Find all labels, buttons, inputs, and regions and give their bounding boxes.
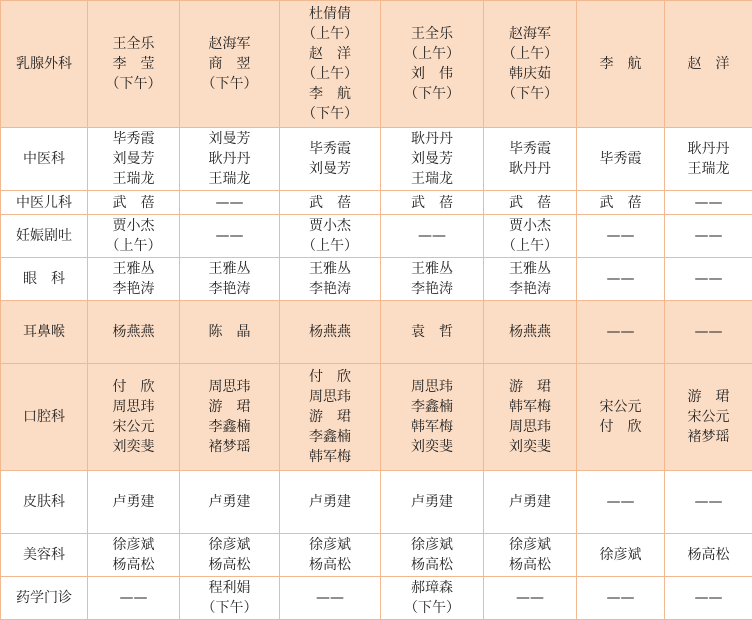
schedule-cell: —— (484, 577, 577, 620)
schedule-cell: 宋公元 付 欣 (577, 364, 665, 471)
schedule-cell: 赵 洋 (665, 1, 752, 128)
schedule-cell: 王雅丛 李艳涛 (484, 258, 577, 301)
schedule-row-ent (1, 301, 752, 364)
department-name: 中医儿科 (1, 191, 88, 215)
schedule-cell: 武 蓓 (88, 191, 180, 215)
schedule-cell: 付 欣 周思玮 宋公元 刘奕斐 (88, 364, 180, 471)
schedule-row-tcm (1, 128, 752, 191)
schedule-cell: —— (381, 215, 484, 258)
department-name: 皮肤科 (1, 471, 88, 534)
schedule-cell: 程利娟 （下午） (180, 577, 280, 620)
schedule-cell: 毕秀霞 刘曼芳 (280, 128, 381, 191)
schedule-cell: —— (665, 191, 752, 215)
schedule-cell: —— (665, 471, 752, 534)
schedule-cell: —— (665, 215, 752, 258)
schedule-cell: 徐彦斌 杨高松 (381, 534, 484, 577)
schedule-cell: 王全乐 李 莹 （下午） (88, 1, 180, 128)
schedule-cell: 徐彦斌 杨高松 (88, 534, 180, 577)
schedule-cell: 徐彦斌 杨高松 (180, 534, 280, 577)
schedule-cell: 赵海军 商 翌 （下午） (180, 1, 280, 128)
schedule-cell: 武 蓓 (577, 191, 665, 215)
schedule-cell: 袁 哲 (381, 301, 484, 364)
schedule-row-breast-surgery (1, 1, 752, 128)
schedule-row-ophthalmology (1, 258, 752, 301)
schedule-cell: 游 珺 韩军梅 周思玮 刘奕斐 (484, 364, 577, 471)
schedule-cell: 武 蓓 (484, 191, 577, 215)
schedule-cell: 武 蓓 (280, 191, 381, 215)
schedule-cell: —— (88, 577, 180, 620)
department-name: 口腔科 (1, 364, 88, 471)
schedule-cell: 郝璋森 （下午） (381, 577, 484, 620)
schedule-cell: 贾小杰 （上午） (88, 215, 180, 258)
department-name: 耳鼻喉 (1, 301, 88, 364)
schedule-cell: 卢勇建 (180, 471, 280, 534)
schedule-cell: —— (577, 301, 665, 364)
schedule-cell: 武 蓓 (381, 191, 484, 215)
schedule-cell: 周思玮 游 珺 李鑫楠 褚梦瑶 (180, 364, 280, 471)
schedule-cell: 李 航 (577, 1, 665, 128)
schedule-cell: 杨高松 (665, 534, 752, 577)
schedule-cell: —— (665, 301, 752, 364)
schedule-row-stomatology (1, 364, 752, 471)
schedule-cell: 王雅丛 李艳涛 (381, 258, 484, 301)
schedule-cell: —— (665, 258, 752, 301)
schedule-cell: 徐彦斌 杨高松 (280, 534, 381, 577)
schedule-cell: 卢勇建 (484, 471, 577, 534)
schedule-cell: 赵海军 （上午） 韩庆茹 （下午） (484, 1, 577, 128)
schedule-cell: 卢勇建 (280, 471, 381, 534)
schedule-cell: —— (180, 215, 280, 258)
schedule-cell: 徐彦斌 (577, 534, 665, 577)
schedule-cell: 王雅丛 李艳涛 (280, 258, 381, 301)
schedule-cell: 杜倩倩 （上午） 赵 洋 （上午） 李 航 （下午） (280, 1, 381, 128)
schedule-cell: 贾小杰 （上午） (280, 215, 381, 258)
schedule-cell: 毕秀霞 刘曼芳 王瑞龙 (88, 128, 180, 191)
schedule-cell: 毕秀霞 (577, 128, 665, 191)
schedule-cell: 卢勇建 (381, 471, 484, 534)
schedule-cell: —— (577, 215, 665, 258)
department-name: 药学门诊 (1, 577, 88, 620)
schedule-cell: 杨燕燕 (484, 301, 577, 364)
schedule-cell: —— (180, 191, 280, 215)
schedule-cell: 周思玮 李鑫楠 韩军梅 刘奕斐 (381, 364, 484, 471)
department-name: 中医科 (1, 128, 88, 191)
schedule-row-hyperemesis (1, 215, 752, 258)
schedule-row-cosmetology (1, 534, 752, 577)
schedule-row-tcm-pediatrics (1, 191, 752, 215)
department-name: 乳腺外科 (1, 1, 88, 128)
department-name: 美容科 (1, 534, 88, 577)
schedule-cell: —— (577, 577, 665, 620)
department-name: 眼 科 (1, 258, 88, 301)
schedule-cell: 游 珺 宋公元 褚梦瑶 (665, 364, 752, 471)
schedule-cell: 王全乐 （上午） 刘 伟 （下午） (381, 1, 484, 128)
schedule-cell: —— (280, 577, 381, 620)
schedule-cell: 贾小杰 （上午） (484, 215, 577, 258)
schedule-cell: 卢勇建 (88, 471, 180, 534)
schedule-row-dermatology (1, 471, 752, 534)
department-name: 妊娠剧吐 (1, 215, 88, 258)
schedule-cell: 毕秀霞 耿丹丹 (484, 128, 577, 191)
schedule-cell: —— (665, 577, 752, 620)
schedule-cell: 王雅丛 李艳涛 (88, 258, 180, 301)
schedule-cell: —— (577, 471, 665, 534)
schedule-row-pharmacy (1, 577, 752, 620)
schedule-cell: 付 欣 周思玮 游 珺 李鑫楠 韩军梅 (280, 364, 381, 471)
schedule-cell: 杨燕燕 (88, 301, 180, 364)
schedule-cell: 刘曼芳 耿丹丹 王瑞龙 (180, 128, 280, 191)
schedule-cell: 耿丹丹 王瑞龙 (665, 128, 752, 191)
schedule-cell: 杨燕燕 (280, 301, 381, 364)
schedule-cell: 王雅丛 李艳涛 (180, 258, 280, 301)
schedule-cell: 徐彦斌 杨高松 (484, 534, 577, 577)
schedule-cell: 耿丹丹 刘曼芳 王瑞龙 (381, 128, 484, 191)
schedule-cell: —— (577, 258, 665, 301)
schedule-cell: 陈 晶 (180, 301, 280, 364)
